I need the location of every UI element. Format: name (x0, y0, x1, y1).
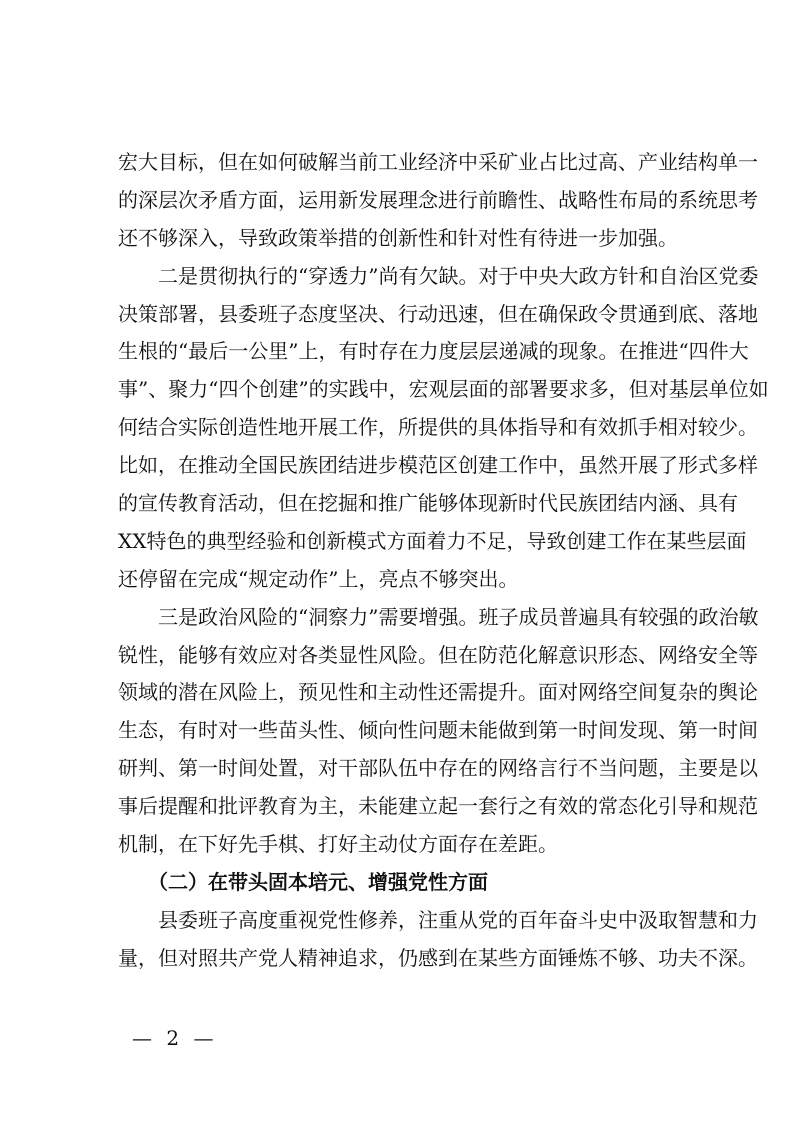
text-line: （二）在带头固本培元、增强党性方面 (148, 869, 488, 894)
text-line: 领域的潜在风险上，预见性和主动性还需提升。面对网络空间复杂的舆论 (118, 680, 758, 705)
text-line: 事”、聚力“四个创建”的实践中，宏观层面的部署要求多，但对基层单位如 (118, 377, 769, 402)
paragraph (118, 144, 758, 258)
text-line: 县委班子高度重视党性修养，注重从党的百年奋斗史中汲取智慧和力 (158, 907, 758, 932)
text-line: 生根的“最后一公里”上，有时存在力度层层递减的现象。在推进“四件大 (118, 339, 749, 364)
text-line: 的深层次矛盾方面，运用新发展理念进行前瞻性、战略性布局的系统思考 (118, 187, 758, 212)
text-line: XX特色的典型经验和创新模式方面着力不足，导致创建工作在某些层面 (118, 528, 747, 553)
text-line: 事后提醒和批评教育为主，未能建立起一套行之有效的常态化引导和规范 (118, 794, 758, 819)
document-body (118, 144, 769, 978)
text-line: 还不够深入，导致政策举措的创新性和针对性有待进一步加强。 (118, 225, 678, 250)
text-line: 量，但对照共产党人精神追求，仍感到在某些方面锤炼不够、功夫不深。 (118, 945, 758, 970)
text-line: 锐性，能够有效应对各类显性风险。但在防范化解意识形态、网络安全等 (118, 642, 758, 667)
text-line: 宏大目标，但在如何破解当前工业经济中采矿业占比过高、产业结构单一 (118, 150, 758, 174)
text-line: 二是贯彻执行的“穿透力”尚有欠缺。对于中央大政方针和自治区党委 (158, 263, 759, 288)
text-line: 何结合实际创造性地开展工作，所提供的具体指导和有效抓手相对较少。 (118, 415, 758, 440)
text-line: 比如，在推动全国民族团结进步模范区创建工作中，虽然开展了形式多样 (118, 453, 758, 478)
text-line: 生态，有时对一些苗头性、倾向性问题未能做到第一时间发现、第一时间 (118, 718, 758, 743)
text-line: 机制，在下好先手棋、打好主动仗方面存在差距。 (118, 832, 558, 857)
text-line: 三是政治风险的“洞察力”需要增强。班子成员普遍具有较强的政治敏 (158, 604, 759, 629)
text-line: 的宣传教育活动，但在挖掘和推广能够体现新时代民族团结内涵、具有 (118, 491, 738, 516)
paragraph (118, 258, 769, 599)
section-heading (118, 864, 680, 902)
text-line: 还停留在完成“规定动作”上，亮点不够突出。 (118, 566, 519, 591)
paragraph (118, 599, 759, 864)
paragraph (118, 902, 758, 978)
text-line: 决策部署，县委班子态度坚决、行动迅速，但在确保政令贯通到底、落地 (118, 301, 758, 326)
text-line: 研判、第一时间处置，对干部队伍中存在的网络言行不当问题，主要是以 (118, 756, 758, 781)
page-number: — 2 — (132, 1026, 218, 1050)
